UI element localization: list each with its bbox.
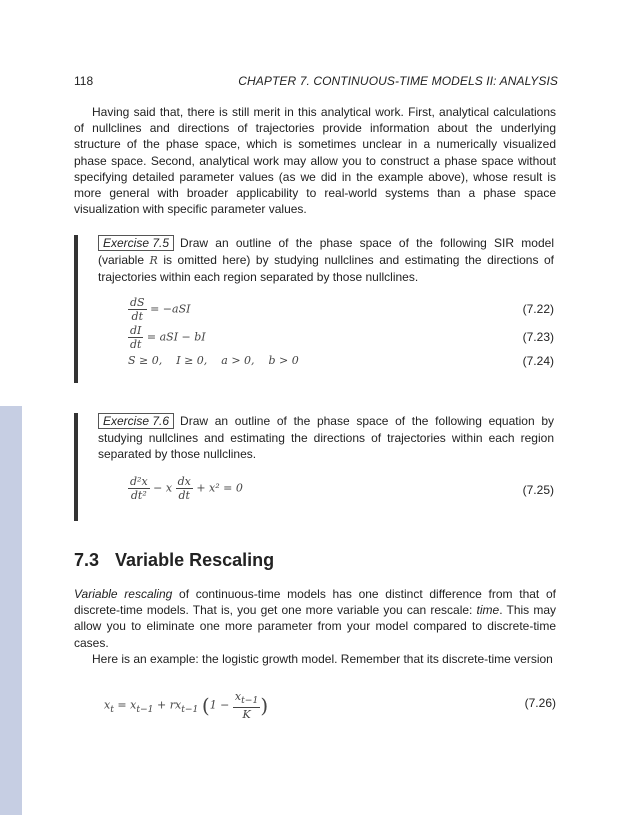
fraction-numerator: dx bbox=[177, 474, 191, 488]
side-color-tab bbox=[0, 406, 22, 815]
exercise-label: Exercise 7.6 bbox=[98, 413, 174, 429]
exercise-text-part: is omitted here) by studying nullclines and estimating the directions of trajectories within each region separated by those nullclines. bbox=[98, 252, 554, 284]
paren-close: ) bbox=[260, 693, 269, 718]
exercise-7-6-text bbox=[98, 413, 554, 463]
exercise-label: Exercise 7.5 bbox=[98, 235, 174, 251]
equation-rhs: = aSI − bI bbox=[146, 330, 206, 343]
fraction-denominator: dt² bbox=[130, 488, 147, 502]
fraction-numerator: d²x bbox=[130, 474, 148, 488]
equation-7-24 bbox=[98, 354, 554, 372]
variable-r: R bbox=[149, 253, 158, 267]
exercise-text-part: Draw an outline of the phase space of the following equation by studying nullclines and estimating the directions of trajectories within each region separated by those nullclines. bbox=[98, 414, 554, 461]
example-paragraph: Here is an example: the logistic growth model. Remember that its discrete-time version bbox=[92, 652, 553, 666]
fraction-denominator: dt bbox=[131, 309, 144, 323]
paragraph-text: of continuous-time models has one distinct difference from that of discrete-time models. That is, you get one more variable you can rescale: bbox=[74, 587, 556, 618]
fraction-denominator: dt bbox=[129, 337, 142, 351]
paren-open: ( bbox=[201, 693, 210, 718]
exercise-bar bbox=[74, 235, 78, 383]
equation-constraints: S ≥ 0, I ≥ 0, a > 0, b > 0 bbox=[128, 353, 299, 367]
equation-part: + x² = 0 bbox=[196, 481, 243, 494]
equation-number: (7.23) bbox=[522, 329, 554, 344]
section-title: Variable Rescaling bbox=[115, 550, 275, 570]
equation-part: − x bbox=[153, 481, 173, 494]
fraction-numerator: dS bbox=[130, 295, 145, 309]
equation-7-23 bbox=[98, 324, 554, 350]
eq-part: 1 − bbox=[209, 698, 230, 712]
eq-sub: t−1 bbox=[181, 703, 199, 715]
eq-var: x bbox=[104, 698, 111, 712]
section-number: 7.3 bbox=[74, 550, 100, 570]
equation-7-22 bbox=[98, 296, 554, 322]
exercise-7-6 bbox=[74, 413, 554, 521]
intro-paragraph: Having said that, there is still merit in this analytical work. First, analytical calculations of nullclines and directions of trajectories provide information about the underlying structure of the phase space, which is sometimes unclear in a numerically visualized phase space. Second, analytical work may allow you to construct a phase space without specifying detailed parameter values (as we did in the example above), whose result is more general with broader applicability to real-world systems than a phase space visualization with specific parameter values. bbox=[74, 105, 556, 217]
emphasized-term: Variable rescaling bbox=[74, 587, 173, 601]
exercise-bar bbox=[74, 413, 78, 521]
fraction-numerator: dI bbox=[130, 323, 142, 337]
equation-rhs: = −aSI bbox=[150, 302, 191, 315]
exercise-7-5-text bbox=[98, 235, 554, 286]
page-number: 118 bbox=[74, 74, 94, 88]
eq-sub: t−1 bbox=[241, 695, 259, 707]
rescaling-paragraph bbox=[74, 586, 556, 651]
equation-7-26 bbox=[74, 690, 556, 722]
equation-7-25 bbox=[98, 475, 554, 505]
emphasized-term: time bbox=[476, 603, 500, 618]
paragraph-text: . This may allow you to eliminate one more parameter from your model compared to discrete-time cases. bbox=[74, 603, 556, 650]
exercise-7-5 bbox=[74, 235, 554, 383]
eq-sub: t−1 bbox=[136, 703, 154, 715]
equation-number: (7.24) bbox=[522, 353, 554, 368]
equation-number: (7.25) bbox=[522, 482, 554, 497]
eq-sub: t bbox=[110, 703, 114, 715]
exercise-text-part: Draw an outline of the phase space of the following SIR model (variable bbox=[98, 236, 554, 267]
fraction-denominator: dt bbox=[178, 488, 190, 502]
equation-number: (7.22) bbox=[522, 301, 554, 316]
eq-part: + rx bbox=[153, 698, 182, 712]
chapter-heading: CHAPTER 7. CONTINUOUS-TIME MODELS II: ANALYSIS bbox=[238, 74, 558, 88]
equation-number: (7.26) bbox=[524, 696, 556, 710]
fraction-denominator: K bbox=[242, 708, 251, 722]
section-heading bbox=[74, 550, 274, 571]
eq-part: = x bbox=[113, 698, 137, 712]
fraction-numerator: x bbox=[234, 690, 242, 703]
